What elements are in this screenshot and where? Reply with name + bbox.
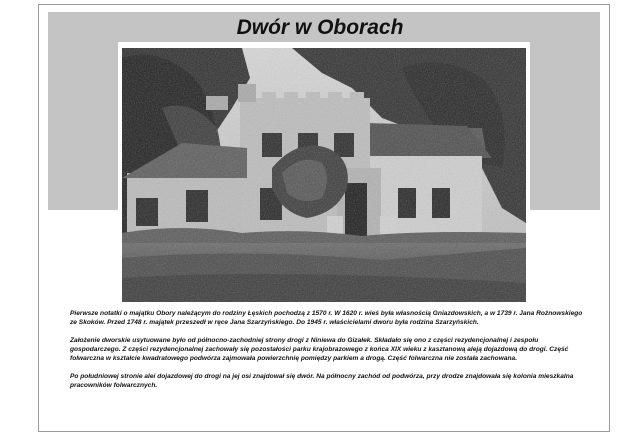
page-title: Dwór w Oborach: [236, 16, 404, 39]
manor-photo: [122, 48, 526, 302]
paragraph-location: Po południowej stronie alei dojazdowej do drogi na jej osi znajdował się dwór. Na północny zachód od podwórza, przy drodze znajdowała się kolonia mieszkalna pracowników folwarcznych.: [70, 373, 574, 390]
description-text: [70, 309, 584, 399]
paragraph-layout: Założenie dworskie usytuowane było od północno-zachodniej strony drogi z Niniewa do Gizałek. Składało się ono z części rezydencjonalnej i zespołu gospodarczego. Z części rezydencjonalnej zachowały się pozostałości parku krajobrazowego z końca XIX wieku z kasztanową aleją dojazdową do drogi. Część folwarczna w kształcie kwadratowego podwórza zajmowała powierzchnię pomiędzy parkiem a drogą. Część folwarczna nie została zachowana.: [70, 337, 569, 363]
paragraph-history: Pierwsze notatki o majątku Obory należącym do rodziny Łęskich pochodzą z 1570 r. W 1620 r. wieś była własnością Gniazdowskich, a w 1739 r. Jana Rożnowskiego ze Skoków. Przed 1748 r. majątek przeszedł w ręce Jana Szarzyńskiego. Do 1945 r. właścicielami dworu była rodzina Szarzyńskich.: [70, 310, 583, 327]
